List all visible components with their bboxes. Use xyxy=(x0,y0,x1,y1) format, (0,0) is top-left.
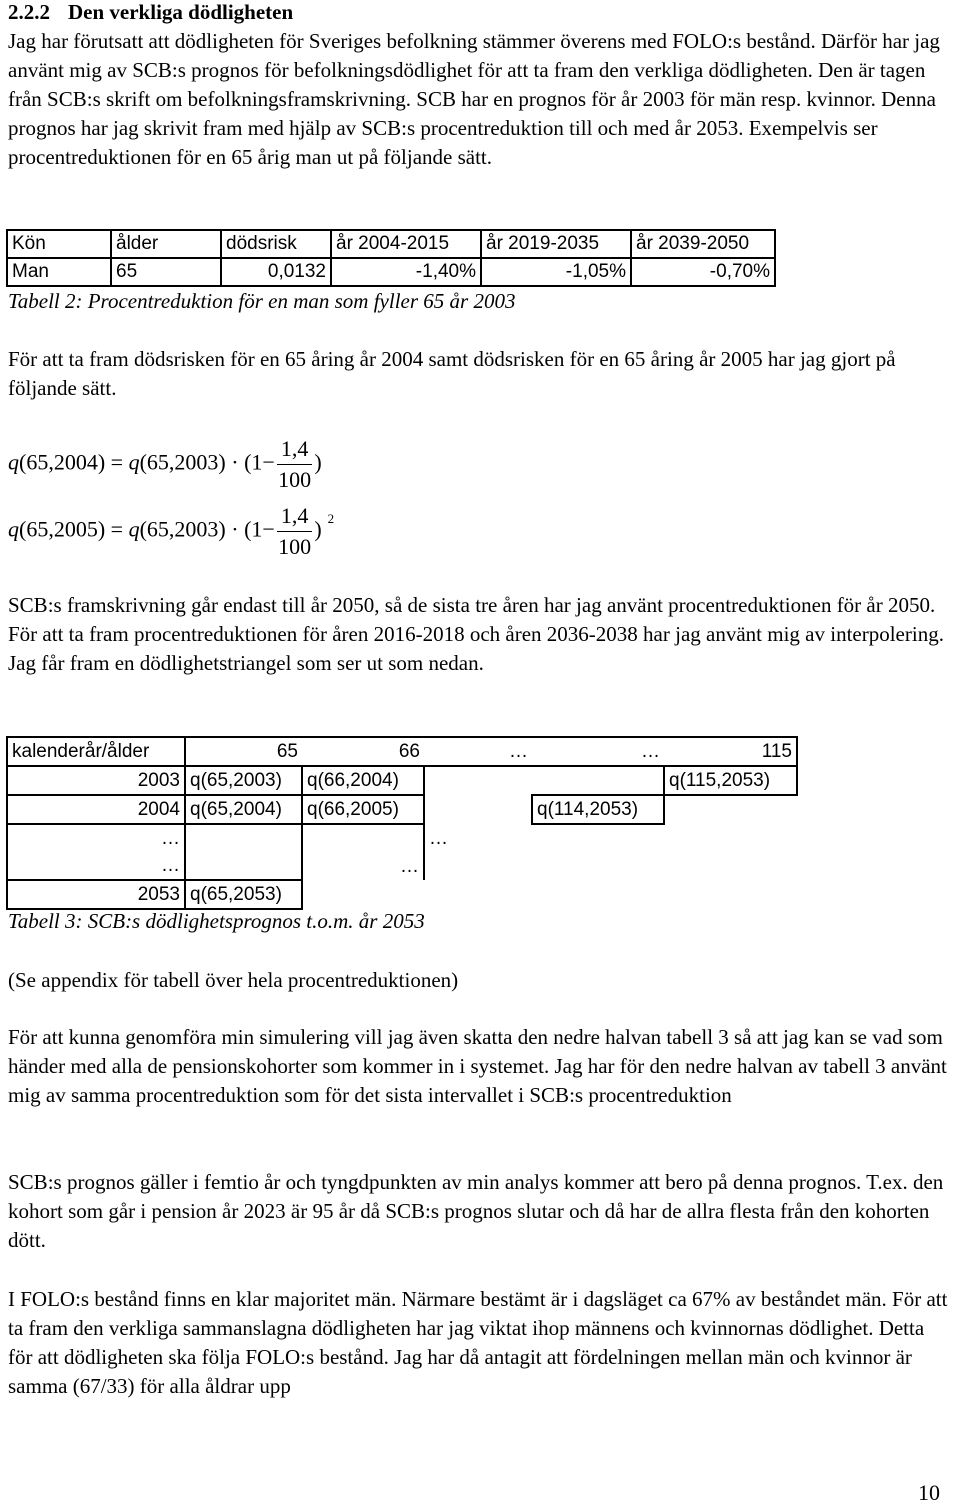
eq-symbol: q xyxy=(128,449,140,475)
paragraph-intro: Jag har förutsatt att dödligheten för Sveriges befolkning stämmer överens med FOLO:s bestånd. Därför har jag använt mig av SCB:s prognos för befolkningsdödlighet för att ta fram den verkliga dödligheten. Den är tagen från SCB:s skrift om befolkningsframskrivning. SCB har en prognos för år 2003 för män resp. kvinnor. Denna prognos har jag skrivit fram med hjälp av SCB:s procentreduktion till och med år 2053. Exempelvis ser procentreduktionen för en 65 årig man ut på följande sätt. xyxy=(8,29,940,169)
table-cell: q(65,2004) xyxy=(185,795,302,824)
equation-2 xyxy=(8,501,334,562)
table-row xyxy=(7,258,775,286)
table-cell: 0,0132 xyxy=(221,258,331,286)
table-cell xyxy=(664,824,797,852)
eq-paren-open: (1 xyxy=(244,516,263,542)
table-cell: år 2019-2035 xyxy=(481,230,631,258)
table-cell: q(65,2053) xyxy=(185,880,302,909)
table-row xyxy=(7,795,797,824)
table-cell xyxy=(185,852,302,880)
eq-args: (65,2003) xyxy=(139,449,226,475)
eq-args: (65,2003) xyxy=(139,516,226,542)
eq-symbol: q xyxy=(8,449,19,475)
eq-minus: − xyxy=(262,516,275,542)
eq-denominator: 100 xyxy=(278,467,312,492)
paragraph-simulation: För att kunna genomföra min simulering vill jag även skatta den nedre halvan tabell 3 så att jag kan se vad som händer med alla de pensionskohorter som kommer in i systemet. Jag har för den nedre halvan av tabell 3 använt mig av samma procentreduktion som för det sista intervallet i SCB:s procentreduktion xyxy=(8,1025,947,1107)
table-cell: år 2004-2015 xyxy=(331,230,481,258)
table-cell xyxy=(424,880,532,909)
eq-args: (65,2005) xyxy=(19,516,106,542)
table-cell: 66 xyxy=(302,737,424,766)
eq-paren-close: ) xyxy=(314,449,322,475)
eq-denominator: 100 xyxy=(278,534,312,559)
eq-paren-open: (1 xyxy=(244,449,263,475)
eq-fraction xyxy=(277,434,313,495)
table-cell: … xyxy=(424,737,532,766)
table-cell xyxy=(302,824,424,852)
table-cell: … xyxy=(7,824,185,852)
equation-1 xyxy=(8,434,322,495)
table-cell: Man xyxy=(7,258,111,286)
table-cell xyxy=(532,852,664,880)
eq-numerator: 1,4 xyxy=(277,434,313,465)
table-cell: q(65,2003) xyxy=(185,766,302,795)
table-cell: 65 xyxy=(185,737,302,766)
table-cell: 2004 xyxy=(7,795,185,824)
table-row xyxy=(7,880,797,909)
section-title: Den verkliga dödligheten xyxy=(68,0,294,24)
section-heading xyxy=(8,0,311,27)
table-cell: … xyxy=(7,852,185,880)
table-cell: 2003 xyxy=(7,766,185,795)
table-cell: år 2039-2050 xyxy=(631,230,775,258)
eq-equals: = xyxy=(110,516,124,542)
table-row xyxy=(7,852,797,880)
paragraph-forecast: SCB:s prognos gäller i femtio år och tyngdpunkten av min analys kommer att bero på denna prognos. T.ex. den kohort som går i pension år 2023 är 95 år då SCB:s prognos slutar och då har de allra flesta från den kohorten dött. xyxy=(8,1170,944,1252)
paragraph-method: För att ta fram dödsrisken för en 65 åring år 2004 samt dödsrisken för en 65 åring år 2005 har jag gjort på följande sätt. xyxy=(8,347,896,400)
section-number: 2.2.2 xyxy=(8,0,50,24)
eq-numerator: 1,4 xyxy=(277,501,313,532)
eq-dot: · xyxy=(231,449,239,475)
eq-args: (65,2004) xyxy=(19,449,106,475)
eq-exponent: 2 xyxy=(327,510,335,526)
table-cell: -1,05% xyxy=(481,258,631,286)
table-row xyxy=(7,766,797,795)
eq-symbol: q xyxy=(8,516,19,542)
eq-minus: − xyxy=(262,449,275,475)
table-cell: 65 xyxy=(111,258,221,286)
table-3-caption: Tabell 3: SCB:s dödlighetsprognos t.o.m. år 2053 xyxy=(8,909,425,933)
table-cell xyxy=(664,880,797,909)
table-cell: ålder xyxy=(111,230,221,258)
eq-equals: = xyxy=(110,449,124,475)
table-cell xyxy=(532,824,664,852)
table-cell xyxy=(424,852,532,880)
table-cell: Kön xyxy=(7,230,111,258)
table-cell xyxy=(664,852,797,880)
table-2-caption: Tabell 2: Procentreduktion för en man som fyller 65 år 2003 xyxy=(8,289,516,313)
table-cell xyxy=(532,766,664,795)
table-cell: q(66,2005) xyxy=(302,795,424,824)
eq-dot: · xyxy=(231,516,239,542)
paragraph-appendix-note: (Se appendix för tabell över hela procentreduktionen) xyxy=(8,968,459,992)
eq-fraction xyxy=(277,501,313,562)
paragraph-projection: SCB:s framskrivning går endast till år 2050, så de sista tre åren har jag använt procentreduktionen för år 2050. För att ta fram procentreduktionen för åren 2016-2018 och åren 2036-2038 har jag använt mig av interpolering. Jag får fram en dödlighetstriangel som ser ut som nedan. xyxy=(8,593,944,675)
table-header-row xyxy=(7,230,775,258)
table-cell xyxy=(424,795,532,824)
table-cell: … xyxy=(302,852,424,880)
table-cell: dödsrisk xyxy=(221,230,331,258)
table-cell: q(66,2004) xyxy=(302,766,424,795)
table-cell: q(115,2053) xyxy=(664,766,797,795)
table-cell: -1,40% xyxy=(331,258,481,286)
table-cell xyxy=(185,824,302,852)
table-cell: 2053 xyxy=(7,880,185,909)
paragraph-folo: I FOLO:s bestånd finns en klar majoritet män. Närmare bestämt är i dagsläget ca 67% av beståndet män. För att ta fram den verkliga sammanslagna dödligheten har jag viktat ihop männens och kvinnornas dödlighet. Detta för att dödligheten ska följa FOLO:s bestånd. Jag har då antagit att fördelningen mellan män och kvinnor är samma (67/33) för alla åldrar upp xyxy=(8,1287,948,1398)
eq-paren-close: ) xyxy=(314,516,322,542)
table-cell xyxy=(424,766,532,795)
table-cell: 115 xyxy=(664,737,797,766)
table-cell: … xyxy=(532,737,664,766)
mortality-triangle-table xyxy=(6,736,798,910)
table-row xyxy=(7,824,797,852)
table-cell xyxy=(664,795,797,824)
table-cell: … xyxy=(424,824,532,852)
table-cell xyxy=(532,880,664,909)
eq-symbol: q xyxy=(128,516,140,542)
table-cell xyxy=(302,880,424,909)
table-cell: -0,70% xyxy=(631,258,775,286)
table-cell: q(114,2053) xyxy=(532,795,664,824)
table-header-row xyxy=(7,737,797,766)
percent-reduction-table xyxy=(6,229,776,287)
page-number: 10 xyxy=(918,1480,940,1505)
table-cell: kalenderår/ålder xyxy=(7,737,185,766)
